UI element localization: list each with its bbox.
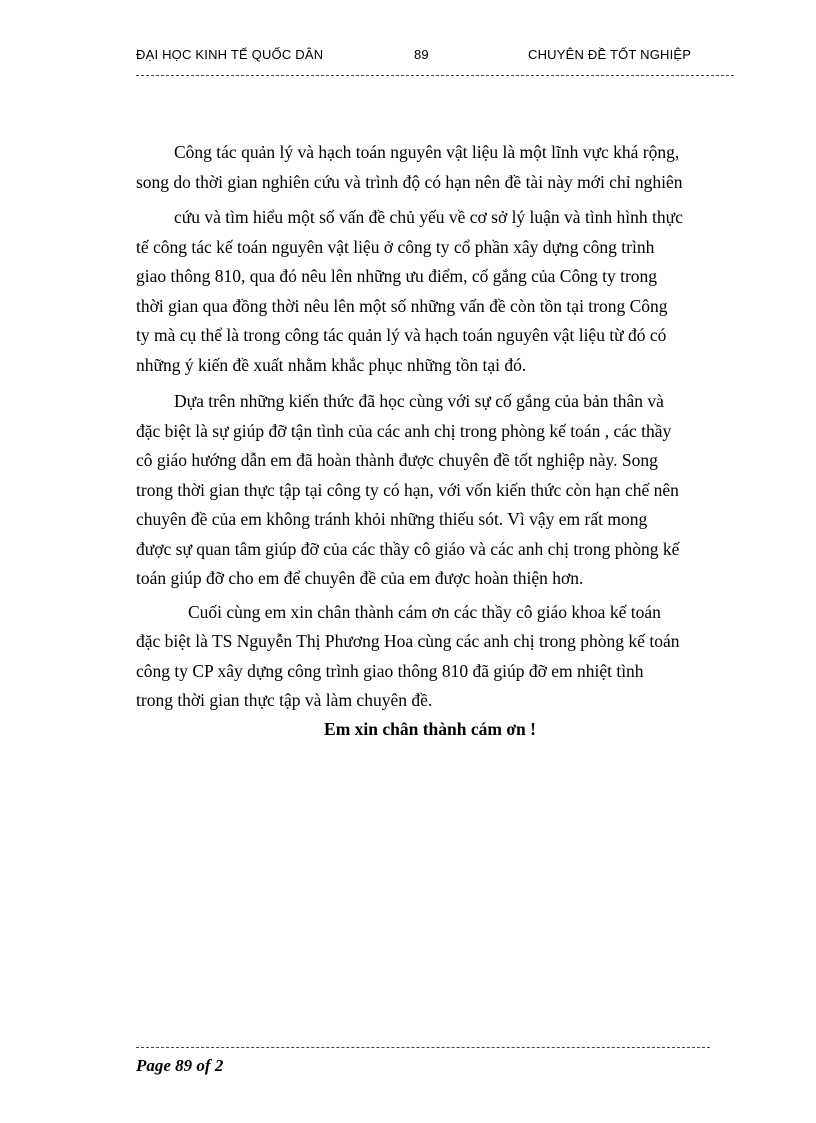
text-line: song do thời gian nghiên cứu và trình độ có hạn nên đề tài này mới chỉ nghiên (136, 171, 683, 192)
page-footer-label: Page 89 of 2 (136, 1056, 224, 1075)
header-school-name: ĐẠI HỌC KINH TẾ QUỐC DÂN (136, 47, 324, 62)
closing-statement: Em xin chân thành cám ơn ! (324, 718, 536, 739)
text-line: giao thông 810, qua đó nêu lên những ưu điểm, cố gắng của Công ty trong (136, 266, 658, 286)
text-line: Dựa trên những kiến thức đã học cùng với sự cố gắng của bản thân và (174, 391, 664, 411)
text-line: cô giáo hướng dẫn em đã hoàn thành được chuyên đề tốt nghiệp này. Song (136, 450, 658, 470)
header-divider (136, 75, 734, 76)
text-line: đặc biệt là TS Nguyễn Thị Phương Hoa cùng các anh chị trong phòng kế toán (136, 631, 680, 651)
text-line: cứu và tìm hiểu một số vấn đề chủ yếu về cơ sở lý luận và tình hình thực (174, 207, 683, 227)
footer-divider (136, 1047, 710, 1048)
text-line: ty mà cụ thể là trong công tác quản lý và hạch toán nguyên vật liệu từ đó có (136, 325, 667, 345)
text-line: công ty CP xây dựng công trình giao thông 810 đã giúp đỡ em nhiệt tình (136, 660, 644, 681)
text-line: chuyên đề của em không tránh khỏi những thiếu sót. Vì vậy em rất mong (136, 509, 648, 529)
text-line: được sự quan tâm giúp đỡ của các thầy cô giáo và các anh chị trong phòng kế (136, 538, 680, 559)
text-line: toán giúp đỡ cho em để chuyên đề của em được hoàn thiện hơn. (136, 568, 584, 588)
text-line: trong thời gian thực tập tại công ty có hạn, với vốn kiến thức còn hạn chế nên (136, 479, 679, 500)
text-line: Công tác quản lý và hạch toán nguyên vật liệu là một lĩnh vực khá rộng, (174, 142, 680, 162)
paragraph-1 (136, 138, 736, 380)
page-header (136, 47, 736, 67)
text-line: Cuối cùng em xin chân thành cám ơn các thầy cô giáo khoa kế toán (188, 601, 661, 622)
text-line: tế công tác kế toán nguyên vật liệu ở công ty cổ phần xây dựng công trình (136, 236, 655, 257)
text-line: những ý kiến đề xuất nhằm khắc phục những tồn tại đó. (136, 354, 527, 375)
text-line: trong thời gian thực tập và làm chuyên đề. (136, 690, 433, 710)
header-page-number: 89 (414, 47, 429, 62)
paragraph-3 (136, 598, 736, 716)
document-body (136, 138, 736, 740)
text-line: thời gian qua đồng thời nêu lên một số những vấn đề còn tồn tại trong Công (136, 295, 668, 316)
paragraph-2 (136, 387, 736, 594)
header-topic: CHUYÊN ĐỀ TỐT NGHIỆP (528, 47, 692, 62)
text-line: đặc biệt là sự giúp đỡ tận tình của các anh chị trong phòng kế toán , các thầy (136, 420, 672, 441)
